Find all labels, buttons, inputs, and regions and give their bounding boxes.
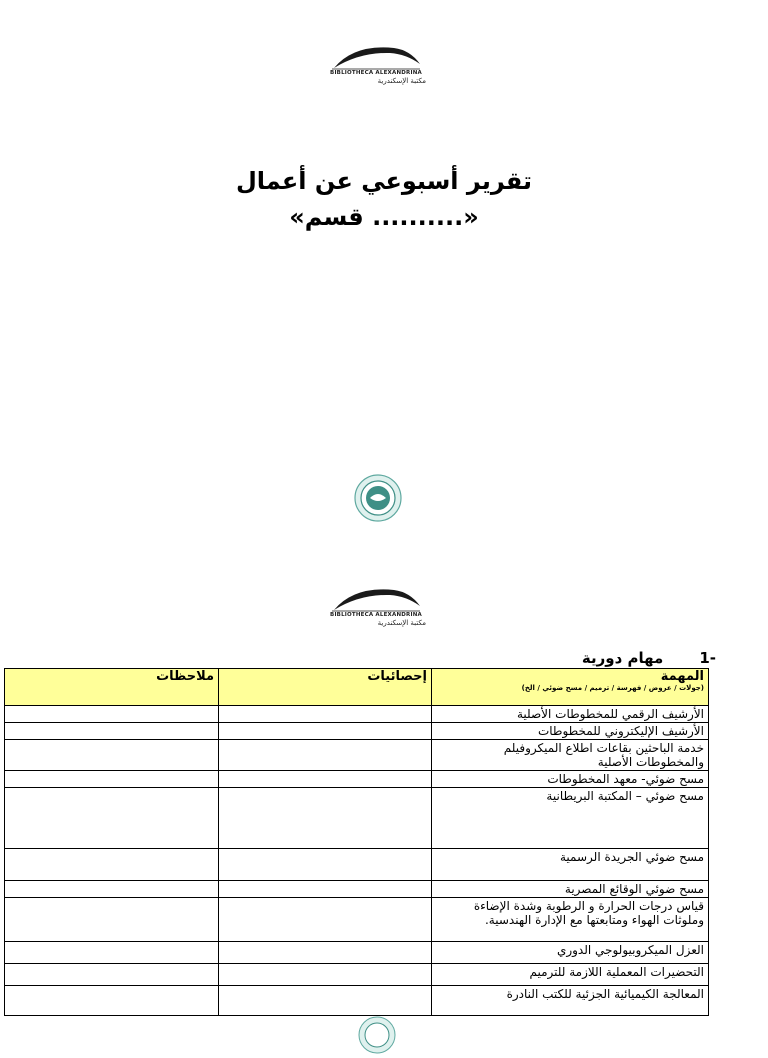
cell-task: مسح ضوئي الوقائع المصرية <box>432 881 709 898</box>
cell-notes <box>5 849 219 881</box>
cell-task: قياس درجات الحرارة و الرطوبة وشدة الإضاءة وملوثات الهواء ومتابعتها مع الإدارة الهندسية. <box>432 898 709 942</box>
cell-task: العزل الميكروبيولوجي الدوري <box>432 942 709 964</box>
cell-stats <box>219 986 432 1016</box>
cell-stats <box>219 849 432 881</box>
cell-notes <box>5 881 219 898</box>
section-number: -1 <box>699 649 716 667</box>
bibalex-logo <box>326 42 426 94</box>
table-row <box>5 898 709 942</box>
header-task-hint: (جولات / عروض / فهرسة / ترميم / مسح ضوئي / الخ) <box>521 684 704 692</box>
cell-stats <box>219 740 432 771</box>
cell-stats <box>219 771 432 788</box>
cell-notes <box>5 964 219 986</box>
table-row <box>5 740 709 771</box>
cell-task: التحضيرات المعملية اللازمة للترميم <box>432 964 709 986</box>
header-task <box>432 669 709 706</box>
table-row <box>5 881 709 898</box>
cell-task: مسح ضوئي الجريدة الرسمية <box>432 849 709 881</box>
cell-stats <box>219 881 432 898</box>
table-row <box>5 986 709 1016</box>
report-title: تقرير أسبوعي عن أعمال <box>235 167 533 195</box>
cell-stats <box>219 942 432 964</box>
table-row <box>5 771 709 788</box>
logo-text-en: BIBLIOTHECA ALEXANDRINA <box>330 70 422 76</box>
cell-notes <box>5 986 219 1016</box>
seal-icon <box>354 474 402 522</box>
cell-notes <box>5 942 219 964</box>
cell-stats <box>219 723 432 740</box>
bibalex-logo-page2 <box>326 584 426 636</box>
cell-notes <box>5 706 219 723</box>
header-task-label: المهمة <box>660 669 704 684</box>
cell-task: الأرشيف الرقمي للمخطوطات الأصلية <box>432 706 709 723</box>
tasks-table <box>4 668 709 1016</box>
report-subtitle: «قسم ..........» <box>289 203 479 231</box>
table-row <box>5 788 709 849</box>
logo-text-ar: مكتبة الإسكندرية <box>377 619 426 627</box>
table-row <box>5 964 709 986</box>
section-heading <box>582 648 716 668</box>
cell-task: المعالجة الكيميائية الجزئية للكتب النادرة <box>432 986 709 1016</box>
bibalex-arc-icon <box>326 584 426 614</box>
cell-task: الأرشيف الإليكتروني للمخطوطات <box>432 723 709 740</box>
cell-task: مسح ضوئي- معهد المخطوطات <box>432 771 709 788</box>
table-row <box>5 723 709 740</box>
cell-stats <box>219 788 432 849</box>
logo-text-ar: مكتبة الإسكندرية <box>377 77 426 85</box>
section-title: مهام دورية <box>581 649 664 667</box>
logo-text-en: BIBLIOTHECA ALEXANDRINA <box>330 612 422 618</box>
cell-notes <box>5 771 219 788</box>
header-stats: إحصائيات <box>219 669 432 706</box>
cell-task: مسح ضوئي – المكتبة البريطانية <box>432 788 709 849</box>
table-header-row <box>5 669 709 706</box>
cell-notes <box>5 898 219 942</box>
cell-task: خدمة الباحثين بقاعات اطلاع الميكروفيلم والمخطوطات الأصلية <box>432 740 709 771</box>
cell-notes <box>5 788 219 849</box>
bibalex-arc-icon <box>326 42 426 72</box>
cell-notes <box>5 723 219 740</box>
cell-stats <box>219 898 432 942</box>
table-row <box>5 849 709 881</box>
cell-notes <box>5 740 219 771</box>
cell-stats <box>219 706 432 723</box>
cell-stats <box>219 964 432 986</box>
seal-icon-bottom <box>358 1016 396 1054</box>
table-row <box>5 706 709 723</box>
header-notes: ملاحظات <box>5 669 219 706</box>
table-row <box>5 942 709 964</box>
